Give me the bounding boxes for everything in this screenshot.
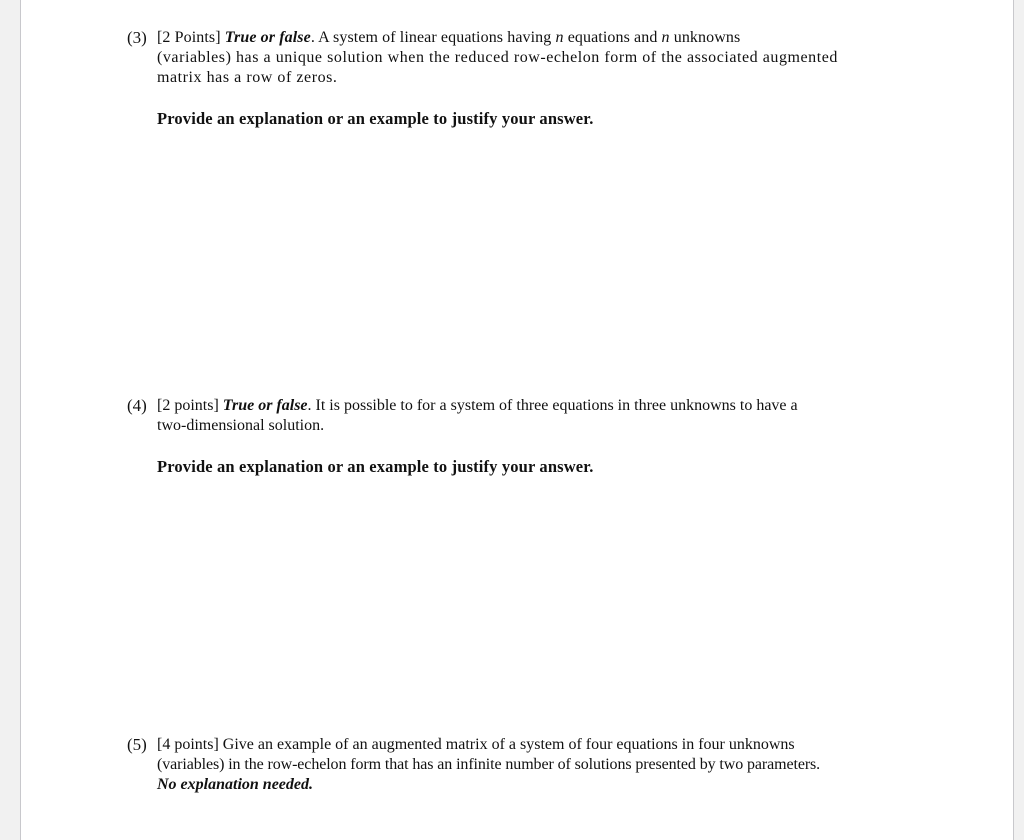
justify-instruction: Provide an explanation or an example to justify your answer. <box>157 457 594 476</box>
true-or-false-label: True or false <box>222 397 308 414</box>
true-or-false-label: True or false <box>224 29 311 46</box>
question-text: (variables) has a unique solution when the reduced row-echelon form of the associated augmented <box>157 49 838 66</box>
question-text: . It is possible to for a system of three equations in three unknowns to have a <box>307 397 798 414</box>
question-number: (3) <box>127 28 147 47</box>
question-text: Give an example of an augmented matrix of a system of four equations in four unknowns <box>222 736 795 753</box>
question-text: (variables) in the row-echelon form that has an infinite number of solutions presented by two parameters. <box>157 756 821 773</box>
points: [2 Points] <box>157 29 221 46</box>
question-number: (4) <box>127 396 147 415</box>
variable: n <box>661 29 670 46</box>
question-text: equations and <box>563 29 662 46</box>
document-page <box>20 0 1014 840</box>
points: [2 points] <box>157 397 219 414</box>
question-text: matrix has a row of zeros. <box>157 69 338 86</box>
question-text: unknowns <box>669 29 741 46</box>
question-text: . A system of linear equations having <box>310 29 556 46</box>
variable: n <box>555 29 564 46</box>
question-3 <box>127 28 927 88</box>
note: No explanation needed. <box>157 776 313 793</box>
question-5 <box>127 735 947 795</box>
justify-instruction: Provide an explanation or an example to justify your answer. <box>157 109 594 128</box>
question-text: two-dimensional solution. <box>157 417 325 434</box>
question-number: (5) <box>127 735 147 754</box>
points: [4 points] <box>157 736 219 753</box>
question-4 <box>127 396 927 436</box>
